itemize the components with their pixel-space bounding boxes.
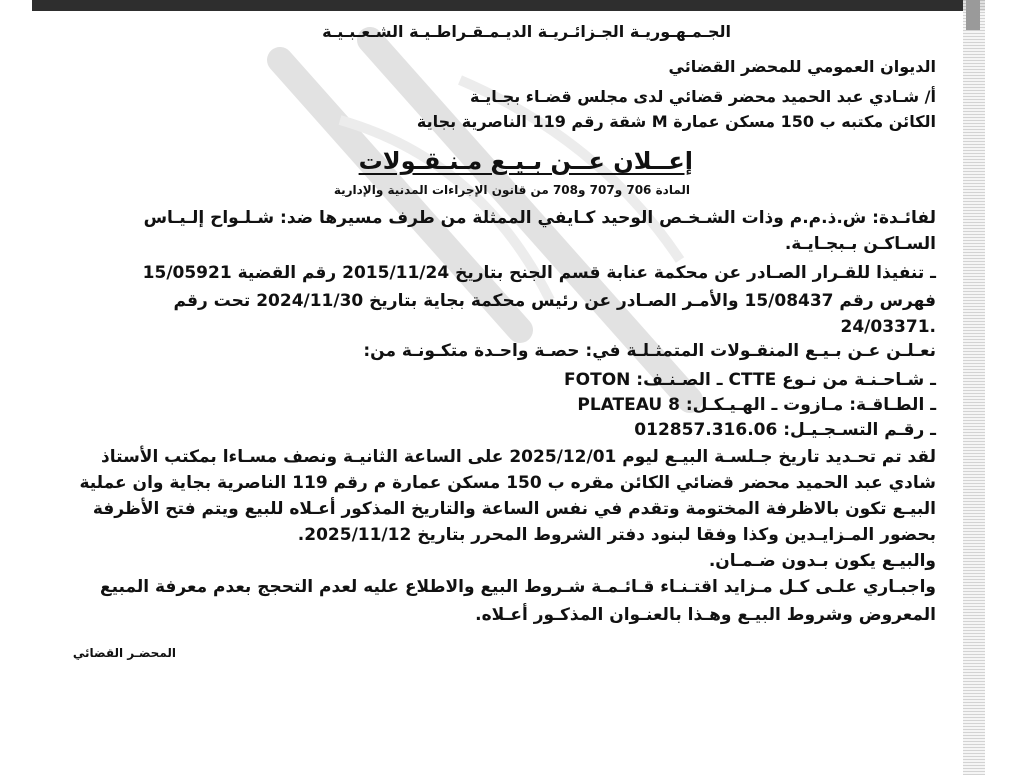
notice-title: إعــلان عــن بـيـع مـنـقـولات — [358, 147, 693, 175]
signature-label: المحضـر القضائي — [72, 646, 176, 660]
body-line-3: ـ تنفيذا للقـرار الصـادر عن محكمة عنابة قسم الجنح بتاريخ 2015/11/24 رقم القضية 15/05921 — [142, 263, 936, 283]
body-line-15: واجبـاري علـى كـل مـزايد اقتـنـاء قـائـمـة شـروط البيع والاطلاع عليه لعدم التحجج بعدم معرفة المبيع — [99, 577, 936, 597]
body-line-8: ـ الطـاقـة: مـازوت ـ الهـيـكـل: PLATEAU 8 — [577, 395, 936, 415]
issuer-bailiff: أ/ شـادي عبد الحميد محضر قضائي لدى مجلس قضـاء بجـايـة — [470, 87, 936, 106]
body-line-6: نعـلـن عـن بـيـع المنقـولات المتمثـلـة في: حصـة واحـدة متكـونـة من: — [363, 341, 936, 361]
body-line-14: والبيـع يكون بـدون ضـمـان. — [708, 551, 936, 571]
body-line-7: ـ شـاحـنـة من نـوع CTTE ـ الصـنـف: FOTON — [564, 370, 936, 390]
issuer-address: الكائن مكتبه ب 150 مسكن عمارة M شقة رقم 119 الناصرية بجاية — [416, 112, 936, 131]
body-line-5: .24/03371 — [840, 317, 936, 337]
body-line-12: البيـع تكون بالاظرفة المختومة وتقدم في نفس الساعة والتاريخ المذكور أعـلاه للبيع ويتم فتح الأظرفة — [92, 499, 936, 519]
body-line-11: شادي عبد الحميد محضر قضائي الكائن مقره ب 150 مسكن عمارة م رقم 119 الناصرية بجاية وان عملية — [79, 473, 936, 493]
issuer-office: الديوان العمومي للمحضر القضائي — [668, 57, 936, 76]
scan-right-edge — [963, 0, 985, 775]
republic-header: الجـمـهـوريـة الجـزائـريـة الديـمـقـراطـيـة الشـعـبـيـة — [322, 22, 731, 41]
body-line-13: بحضور المـزايـدين وكذا وفقا لبنود دفتر الشروط المحرر بتاريخ 2025/11/12. — [297, 525, 936, 545]
body-line-10: لقد تم تحـديد تاريخ جـلسـة البيـع ليوم 2025/12/01 على الساعة الثانيـة ونصف مسـاءا بمكتب الأستاذ — [101, 447, 936, 467]
body-line-2: السـاكـن بـبجـايـة. — [784, 234, 936, 254]
scan-top-bar — [32, 0, 985, 11]
body-line-16: المعروض وشروط البيـع وهـذا بالعنـوان المذكـور أعـلاه. — [475, 605, 936, 625]
scan-edge-mark — [966, 0, 980, 30]
body-line-9: ـ رقـم التسـجـيـل: 012857.316.06 — [634, 420, 936, 440]
body-line-1: لفائـدة: ش.ذ.م.م وذات الشـخـص الوحيد كـايفي الممثلة من طرف مسيرها ضد: شـلـواح إلـيـاس — [143, 208, 936, 228]
body-line-4: فهرس رقم 15/08437 والأمـر الصـادر عن رئيس محكمة بجاية بتاريخ 2024/11/30 تحت رقم — [173, 291, 936, 311]
legal-reference: المادة 706 و707 و708 من قانون الإجراءات المدنية والإدارية — [333, 183, 690, 197]
